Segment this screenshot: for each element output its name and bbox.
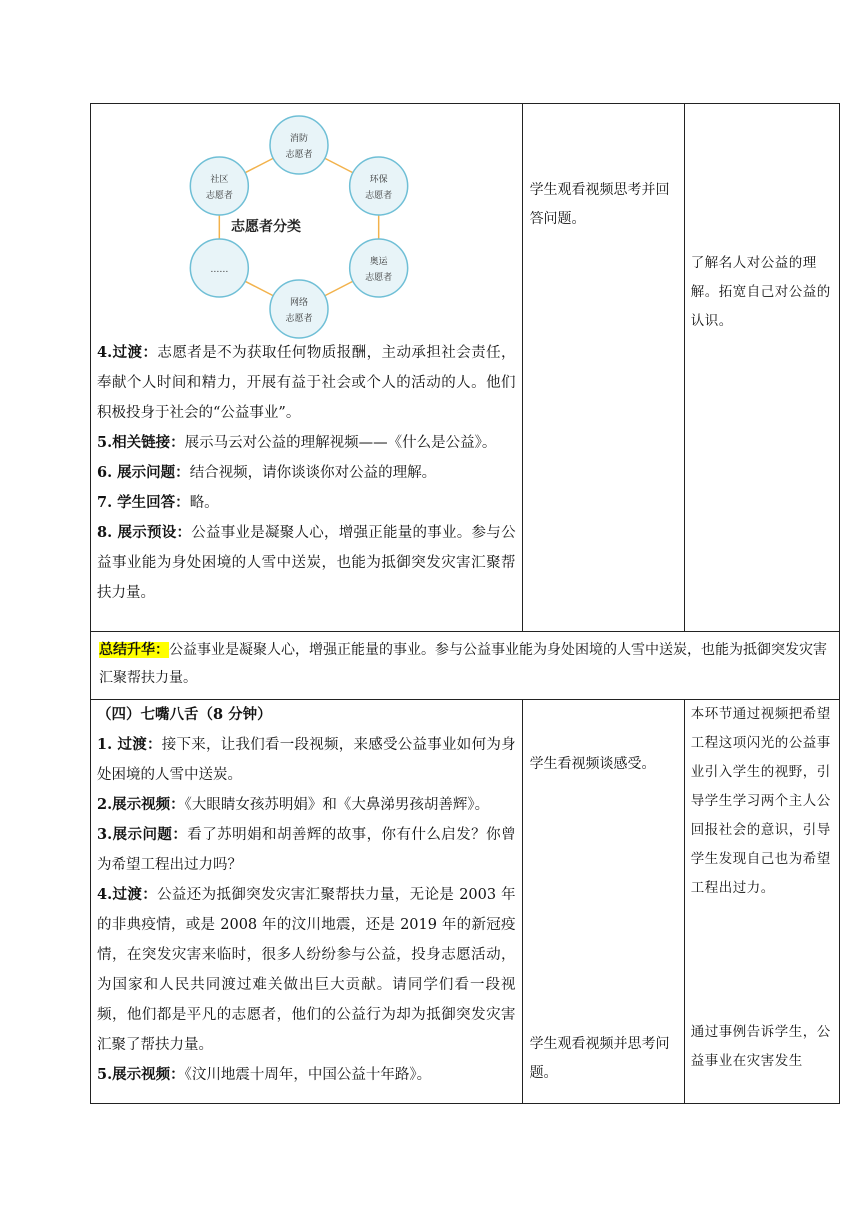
item-text: 《大眼睛女孩苏明娟》和《大鼻涕男孩胡善辉》。 <box>184 797 490 813</box>
list-item <box>97 488 516 518</box>
item-text: 《汶川地震十周年，中国公益十年路》。 <box>184 1067 432 1083</box>
diagram-node <box>270 280 328 338</box>
diagram-node <box>350 239 408 297</box>
student-activity-text: 学生观看视频并思考问题。 <box>529 1036 670 1081</box>
item-label: 6. 展示问题： <box>97 464 190 481</box>
item-label: 4.过渡： <box>97 344 158 361</box>
summary-text-block <box>91 632 839 696</box>
design-intent-cell <box>684 104 839 632</box>
item-label: 5.展示视频： <box>97 1066 185 1083</box>
item-label: 2.展示视频： <box>97 796 185 813</box>
summary-row <box>91 632 840 700</box>
design-intent-text: 本环节通过视频把希望工程这项闪光的公益事业引入学生的视野，引导学生学习两个主人公回报社会的意识，引导学生发现自己也为希望工程出过力。 <box>690 706 831 896</box>
diagram-node-label: 志愿者 <box>285 314 313 324</box>
diagram-node-label: 志愿者 <box>365 191 393 201</box>
diagram-node-label: 志愿者 <box>285 150 313 160</box>
diagram-node-label: 网络 <box>289 298 309 308</box>
list-item <box>97 518 516 608</box>
list-item <box>97 730 516 790</box>
item-text: 公益事业是凝聚人心，增强正能量的事业。参与公益事业能为身处困境的人雪中送炭，也能为抵御突发灾害汇聚帮扶力量。 <box>97 525 516 601</box>
item-text: 看了苏明娟和胡善辉的故事，你有什么启发？你曾为希望工程出过力吗？ <box>97 827 516 873</box>
diagram-node-circle <box>270 116 328 174</box>
section-heading: （四）七嘴八舌（8 分钟） <box>97 706 272 723</box>
teacher-activity-cell <box>91 700 523 1104</box>
diagram-node-label: 环保 <box>369 175 388 185</box>
diagram-center-label: 志愿者分类 <box>231 219 301 235</box>
list-item <box>97 790 516 820</box>
diagram-node <box>350 157 408 215</box>
teacher-activity-cell <box>91 104 523 632</box>
item-label: 5.相关链接： <box>97 434 185 451</box>
diagram-node-circle <box>350 157 408 215</box>
diagram-node-label: …… <box>210 265 229 275</box>
item-label: 8. 展示预设： <box>97 524 192 541</box>
student-activity-cell <box>522 104 684 632</box>
summary-text: 公益事业是凝聚人心，增强正能量的事业。参与公益事业能为身处困境的人雪中送炭，也能为抵御突发灾害汇聚帮扶力量。 <box>99 642 827 686</box>
item-list <box>91 338 522 608</box>
item-list <box>91 700 522 1090</box>
table-row <box>91 104 840 632</box>
diagram-node-circle <box>270 280 328 338</box>
table-row <box>91 700 840 1104</box>
summary-cell <box>91 632 840 700</box>
item-text: 接下来，让我们看一段视频，来感受公益事业如何为身处困境的人雪中送炭。 <box>97 737 516 783</box>
list-item <box>97 338 516 428</box>
diagram-node <box>190 239 248 297</box>
list-item <box>97 458 516 488</box>
design-intent-text: 通过事例告诉学生，公益事业在灾害发生 <box>690 1024 831 1069</box>
item-label: 1. 过渡： <box>97 736 162 753</box>
diagram-node-label: 奥运 <box>369 257 388 267</box>
diagram-node <box>270 116 328 174</box>
list-item <box>97 428 516 458</box>
summary-label: 总结升华： <box>99 642 169 658</box>
student-activity-text: 学生看视频谈感受。 <box>529 756 656 772</box>
item-label: 7. 学生回答： <box>97 494 190 511</box>
diagram-node-label: 志愿者 <box>365 273 393 283</box>
diagram-node-label: 消防 <box>289 134 309 144</box>
diagram-node-label: 社区 <box>210 175 229 185</box>
student-activity-text: 学生观看视频思考并回答问题。 <box>529 182 670 227</box>
item-text: 略。 <box>189 495 219 511</box>
student-activity-cell <box>522 700 684 1104</box>
list-item <box>97 880 516 1060</box>
item-label: 3.展示问题： <box>97 826 188 843</box>
diagram-node-circle <box>350 239 408 297</box>
list-item <box>97 820 516 880</box>
diagram-node <box>190 157 248 215</box>
item-label: 4.过渡： <box>97 886 158 903</box>
diagram-node-label: 志愿者 <box>205 191 233 201</box>
item-text: 结合视频，请你谈谈你对公益的理解。 <box>189 465 437 481</box>
item-text: 展示马云对公益的理解视频——《什么是公益》。 <box>184 435 497 451</box>
list-item <box>97 1060 516 1090</box>
item-text: 公益还为抵御突发灾害汇聚帮扶力量，无论是 2003 年的非典疫情，或是 2008 年的汶川地震，还是 2019 年的新冠疫情，在突发灾害来临时，很多人纷纷参与公益，投身志愿活动，为国家和人民共同渡过难关做出巨大贡献。请同学们看一段视频，他们都是平凡的志愿者，他们的公益行为却为抵御突发灾害汇聚了帮扶力量。 <box>97 887 516 1053</box>
diagram-svg <box>91 104 522 340</box>
design-intent-cell <box>684 700 839 1104</box>
diagram-node-circle <box>190 157 248 215</box>
design-intent-text: 了解名人对公益的理解。拓宽自己对公益的认识。 <box>690 255 831 329</box>
lesson-table <box>90 103 840 1104</box>
item-text: 志愿者是不为获取任何物质报酬，主动承担社会责任，奉献个人时间和精力，开展有益于社会或个人的活动的人。他们积极投身于社会的“公益事业”。 <box>97 345 516 421</box>
volunteer-category-diagram <box>91 104 522 340</box>
